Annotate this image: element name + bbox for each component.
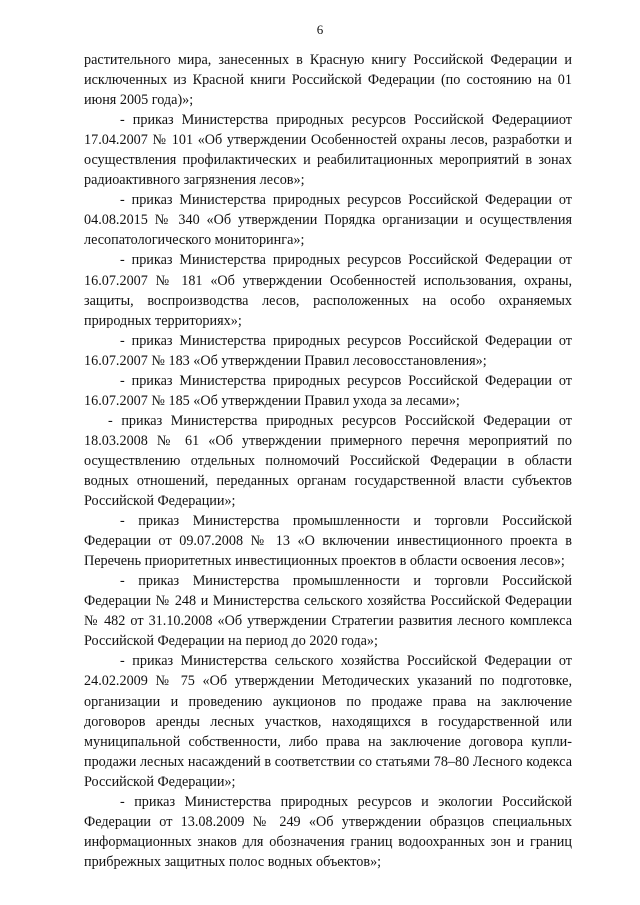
paragraph-order-248-482: - приказ Министерства промышленности и торговли Российской Федерации № 248 и Министерства сельского хозяйства Российской Федерации № 482 от 31.10.2008 «Об утверждении Стратегии развития лесного комплекса Российской Федерации на период до 2020 года»;: [84, 573, 572, 650]
document-body: [84, 50, 572, 872]
paragraph-order-75: - приказ Министерства сельского хозяйства Российской Федерации от 24.02.2009 № 75 «Об утверждении Методических указаний по подготовке, организации и проведению аукционов по продаже права на заключение договоров аренды лесных участков, находящихся в государственной или муниципальной собственности, либо права на заключение договора купли-продажи лесных насаждений в соответствии со статьями 78–80 Лесного кодекса Российской Федерации»;: [84, 653, 572, 790]
paragraph-order-183: - приказ Министерства природных ресурсов Российской Федерации от 16.07.2007 № 183 «Об утверждении Правил лесовосстановления»;: [84, 332, 572, 369]
paragraph-order-185: - приказ Министерства природных ресурсов Российской Федерации от 16.07.2007 № 185 «Об утверждении Правил ухода за лесами»;: [84, 372, 572, 409]
paragraph-order-13: - приказ Министерства промышленности и торговли Российской Федерации от 09.07.2008 № 13 «О включении инвестиционного проекта в Перечень приоритетных инвестиционных проектов в области освоения лесов»;: [84, 513, 572, 570]
paragraph-order-249: - приказ Министерства природных ресурсов и экологии Российской Федерации от 13.08.2009 № 249 «Об утверждении образцов специальных информационных знаков для обозначения границ водоохранных зон и границ прибрежных защитных полос водных объектов»;: [84, 793, 572, 870]
paragraph-order-181: - приказ Министерства природных ресурсов Российской Федерации от 16.07.2007 № 181 «Об утверждении Особенностей использования, охраны, защиты, воспроизводства лесов, расположенных на особо охраняемых природных территориях»;: [84, 252, 572, 329]
paragraph-continuation: растительного мира, занесенных в Красную книгу Российской Федерации и исключенных из Красной книги Российской Федерации (по состоянию на 01 июня 2005 года)»;: [84, 52, 572, 109]
paragraph-order-101: - приказ Министерства природных ресурсов Российской Федерацииот 17.04.2007 № 101 «Об утверждении Особенностей охраны лесов, разработки и осуществления профилактических и реабилитационных мероприятий в зонах радиоактивного загрязнения лесов»;: [84, 112, 572, 189]
page-number: 6: [316, 22, 324, 37]
paragraph-order-61: - приказ Министерства природных ресурсов Российской Федерации от 18.03.2008 № 61 «Об утверждении примерного перечня мероприятий по осуществлению отдельных полномочий Российской Федерации в области водных отношений, переданных органам государственной власти субъектов Российской Федерации»;: [84, 412, 572, 510]
paragraph-order-340: - приказ Министерства природных ресурсов Российской Федерации от 04.08.2015 № 340 «Об утверждении Порядка организации и осуществления лесопатологического мониторинга»;: [84, 192, 572, 249]
